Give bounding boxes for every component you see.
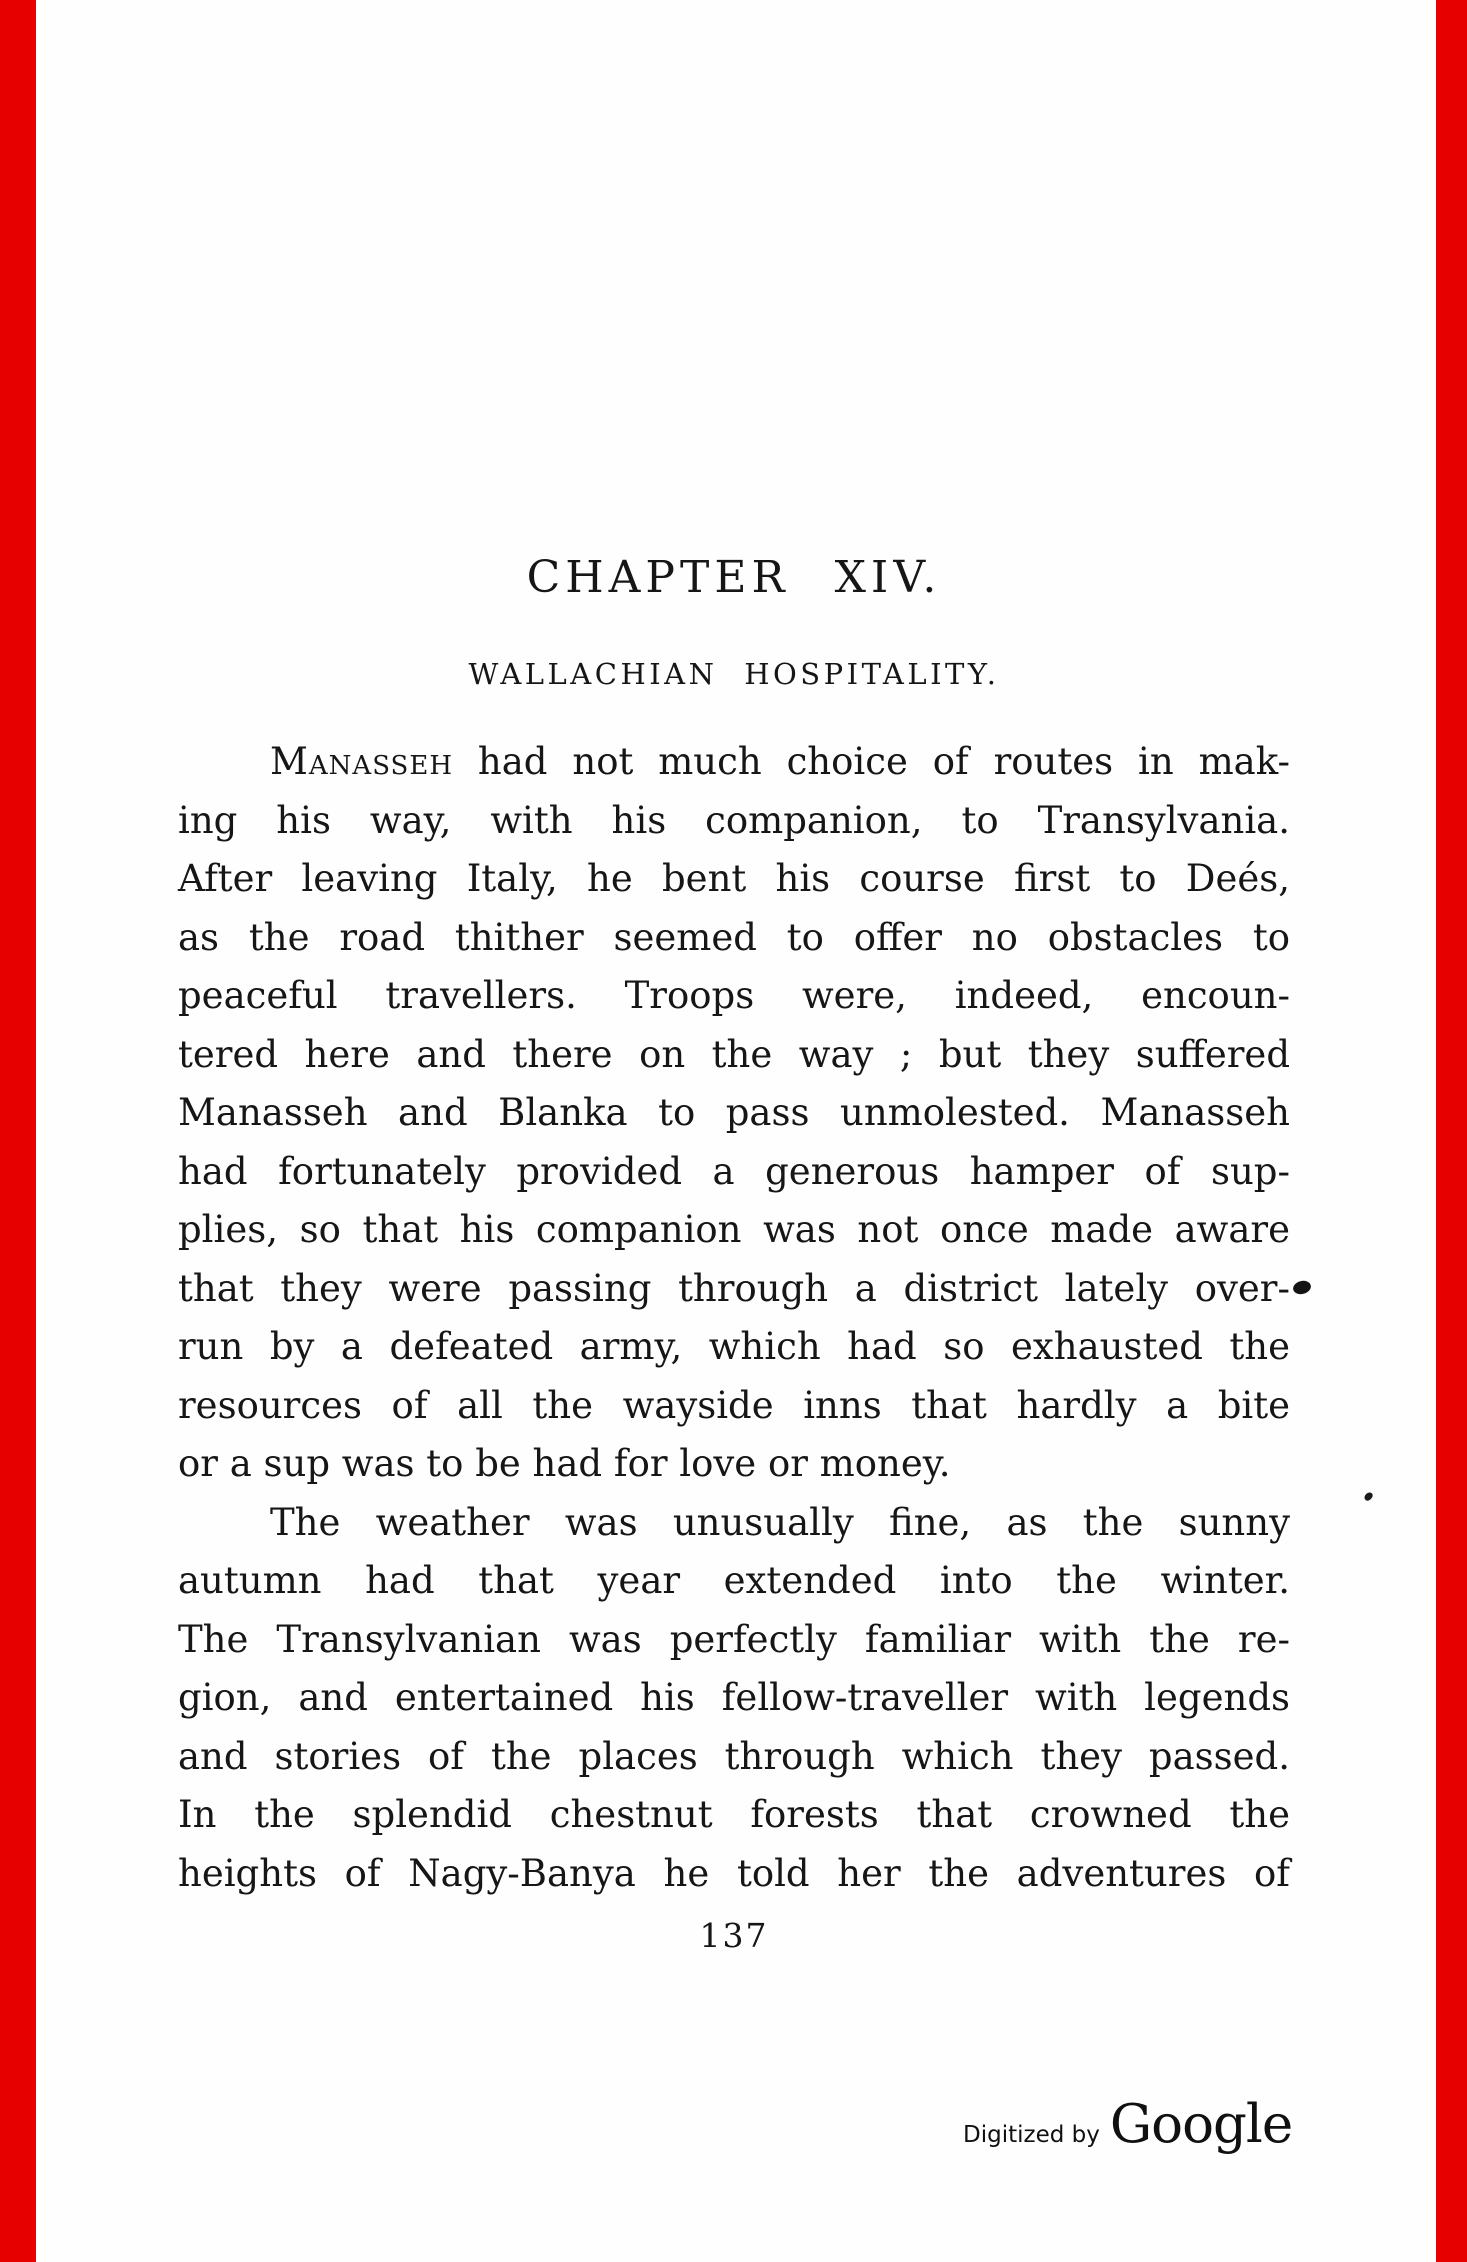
text-line: Manasseh and Blanka to pass unmolested. Manasseh (178, 1091, 1290, 1134)
text-line: The weather was unusually fine, as the sunny (270, 1500, 1290, 1544)
section-heading: WALLACHIAN HOSPITALITY. (468, 657, 1000, 691)
text-line: heights of Nagy-Banya he told her the adventures of (178, 1851, 1290, 1895)
ink-speck-margin (1363, 1491, 1374, 1502)
text-line: or a sup was to be had for love or money. (178, 1442, 951, 1485)
scan-edge-left (0, 0, 36, 2262)
text-line: After leaving Italy, he bent his course first to Deés, (178, 857, 1290, 900)
text-line: that they were passing through a district lately over- (178, 1266, 1290, 1310)
text-line: peaceful travellers. Troops were, indeed, encoun- (178, 974, 1290, 1017)
page-number: 137 (699, 1916, 769, 1955)
text-line: In the splendid chestnut forests that crowned the (178, 1793, 1290, 1836)
text-line: had fortunately provided a generous hamper of sup- (178, 1149, 1290, 1193)
text-line: run by a defeated army, which had so exhausted the (178, 1325, 1290, 1368)
text-line-rest: had not much choice of routes in mak- (453, 740, 1290, 783)
text-line: and stories of the places through which they passed. (178, 1734, 1290, 1778)
text-line: tered here and there on the way ; but they suffered (178, 1032, 1290, 1076)
scan-edge-right (1436, 0, 1467, 2262)
text-line: as the road thither seemed to offer no obstacles to (178, 915, 1290, 959)
digitized-by-label: Digitized by (963, 2122, 1100, 2148)
text-line (178, 733, 1290, 792)
text-line: The Transylvanian was perfectly familiar with the re- (178, 1617, 1290, 1661)
body-text (178, 733, 1290, 1903)
google-logo: Google (1109, 2094, 1293, 2155)
text-line: ing his way, with his companion, to Transylvania. (178, 798, 1290, 842)
ink-spot-margin (1292, 1279, 1313, 1296)
text-line: gion, and entertained his fellow-traveller with legends (178, 1676, 1290, 1719)
text-line: plies, so that his companion was not once made aware (178, 1208, 1290, 1251)
text-line: resources of all the wayside inns that hardly a bite (178, 1383, 1290, 1427)
lead-word-smallcaps: Manasseh (270, 740, 454, 783)
chapter-heading: CHAPTER XIV. (526, 552, 942, 603)
text-line: autumn had that year extended into the winter. (178, 1559, 1290, 1602)
digitized-by-google-mark (963, 2094, 1292, 2155)
